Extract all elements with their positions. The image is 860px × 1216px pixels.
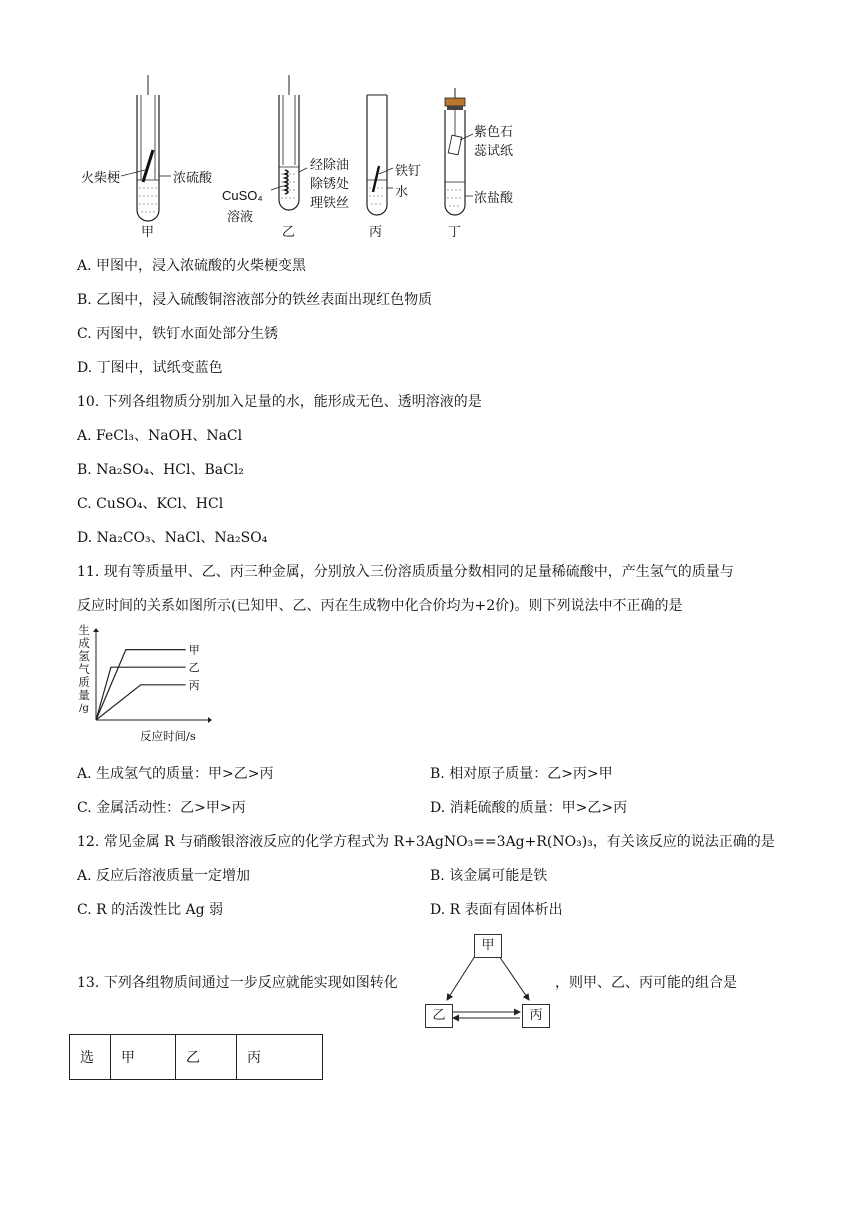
label-litmus-2: 蕊试纸 xyxy=(474,144,514,159)
q10-option-b: B. Na₂SO₄、HCl、BaCl₂ xyxy=(77,462,244,478)
q12-option-a: A. 反应后溶液质量一定增加 xyxy=(77,868,251,884)
q11-option-d: D. 消耗硫酸的质量：甲>乙>丙 xyxy=(430,800,628,816)
label-conc-hcl: 浓盐酸 xyxy=(474,191,514,206)
series-line-丙 xyxy=(96,685,186,720)
series-label: 甲 xyxy=(188,643,200,657)
q10-option-d: D. Na₂CO₃、NaCl、Na₂SO₄ xyxy=(77,530,268,546)
q11-option-c: C. 金属活动性：乙>甲>丙 xyxy=(77,800,246,816)
q13-stem-part1: 13. 下列各组物质间通过一步反应就能实现如图转化 xyxy=(77,975,398,991)
ylabel-char: 氢 xyxy=(78,649,90,663)
q11-chart xyxy=(72,624,212,746)
label-iron-wire-2: 除锈处 xyxy=(310,177,350,192)
q11-stem-line1: 11. 现有等质量甲、乙、丙三种金属，分别放入三份溶质质量分数相同的足量稀硫酸中，产生氢气的质量与 xyxy=(77,564,734,580)
q10-option-a: A. FeCl₃、NaOH、NaCl xyxy=(77,428,243,444)
label-solution: 溶液 xyxy=(227,210,254,225)
label-iron-wire-3: 理铁丝 xyxy=(310,196,350,211)
table-header-cell: 甲 xyxy=(111,1035,176,1080)
q13-conversion-diagram xyxy=(423,930,553,1030)
caption-ding: 丁 xyxy=(448,225,462,240)
node-jia: 甲 xyxy=(474,934,502,958)
ylabel-char: 成 xyxy=(78,636,90,650)
ylabel-char: 生 xyxy=(78,623,90,637)
series-label: 乙 xyxy=(188,661,200,675)
ylabel-char: 量 xyxy=(78,688,90,702)
tube-bing xyxy=(367,95,393,215)
arrow-jia-to-yi xyxy=(447,956,475,1000)
label-cuso4: CuSO₄ xyxy=(222,188,263,203)
series-label: 丙 xyxy=(188,678,200,692)
q13-options-table xyxy=(69,1034,323,1080)
q12-option-c: C. R 的活泼性比 Ag 弱 xyxy=(77,902,224,918)
table-header-cell: 丙 xyxy=(237,1035,323,1080)
series-line-乙 xyxy=(96,667,186,720)
tube-ding xyxy=(445,88,473,215)
table-row xyxy=(70,1035,323,1080)
label-water: 水 xyxy=(395,185,409,200)
x-axis-arrow xyxy=(208,717,212,723)
q11-option-a: A. 生成氢气的质量：甲>乙>丙 xyxy=(77,766,274,782)
q12-option-b: B. 该金属可能是铁 xyxy=(430,868,548,884)
node-yi: 乙 xyxy=(425,1004,453,1028)
q12-option-d: D. R 表面有固体析出 xyxy=(430,902,563,918)
ylabel-char: 气 xyxy=(78,662,90,676)
chart-xlabel: 反应时间/s xyxy=(140,729,196,743)
q11-option-b: B. 相对原子质量：乙>丙>甲 xyxy=(430,766,613,782)
ylabel-char: 质 xyxy=(78,675,90,689)
q11-stem-line2: 反应时间的关系如图所示(已知甲、乙、丙在生成物中化合价均为+2价)。则下列说法中不正确的是 xyxy=(77,598,683,614)
test-tubes-diagram xyxy=(75,70,535,240)
caption-bing: 丙 xyxy=(369,225,383,240)
q12-stem: 12. 常见金属 R 与硝酸银溶液反应的化学方程式为 R+3AgNO₃==3Ag+R(NO₃)₃，有关该反应的说法正确的是 xyxy=(77,834,775,850)
label-iron-wire-1: 经除油 xyxy=(310,158,350,173)
chart-ylabel xyxy=(76,624,92,715)
node-bing: 丙 xyxy=(522,1004,550,1028)
caption-yi: 乙 xyxy=(282,225,296,240)
q10-stem: 10. 下列各组物质分别加入足量的水，能形成无色、透明溶液的是 xyxy=(77,394,482,410)
label-matchstick: 火柴梗 xyxy=(81,171,121,186)
table-header-cell: 乙 xyxy=(176,1035,237,1080)
q9-option-b: B. 乙图中，浸入硫酸铜溶液部分的铁丝表面出现红色物质 xyxy=(77,292,433,308)
q13-stem-part2: ，则甲、乙、丙可能的组合是 xyxy=(555,975,737,991)
chart-plot xyxy=(92,628,212,724)
table-header-cell: 选 xyxy=(70,1035,111,1080)
q10-option-c: C. CuSO₄、KCl、HCl xyxy=(77,496,224,512)
q9-option-d: D. 丁图中，试纸变蓝色 xyxy=(77,360,223,376)
arrow-jia-to-bing xyxy=(499,956,529,1000)
label-iron-nail: 铁钉 xyxy=(395,164,422,179)
label-conc-sulfuric: 浓硫酸 xyxy=(173,171,213,186)
y-axis-arrow xyxy=(93,628,99,632)
tube-jia xyxy=(121,75,171,221)
label-litmus-1: 紫色石 xyxy=(474,125,514,140)
tube-yi xyxy=(271,75,307,210)
caption-jia: 甲 xyxy=(141,225,155,240)
q9-option-c: C. 丙图中，铁钉水面处部分生锈 xyxy=(77,326,279,342)
q9-figure xyxy=(75,70,535,240)
ylabel-char: /g xyxy=(79,703,89,714)
q9-option-a: A. 甲图中，浸入浓硫酸的火柴梗变黑 xyxy=(77,258,307,274)
